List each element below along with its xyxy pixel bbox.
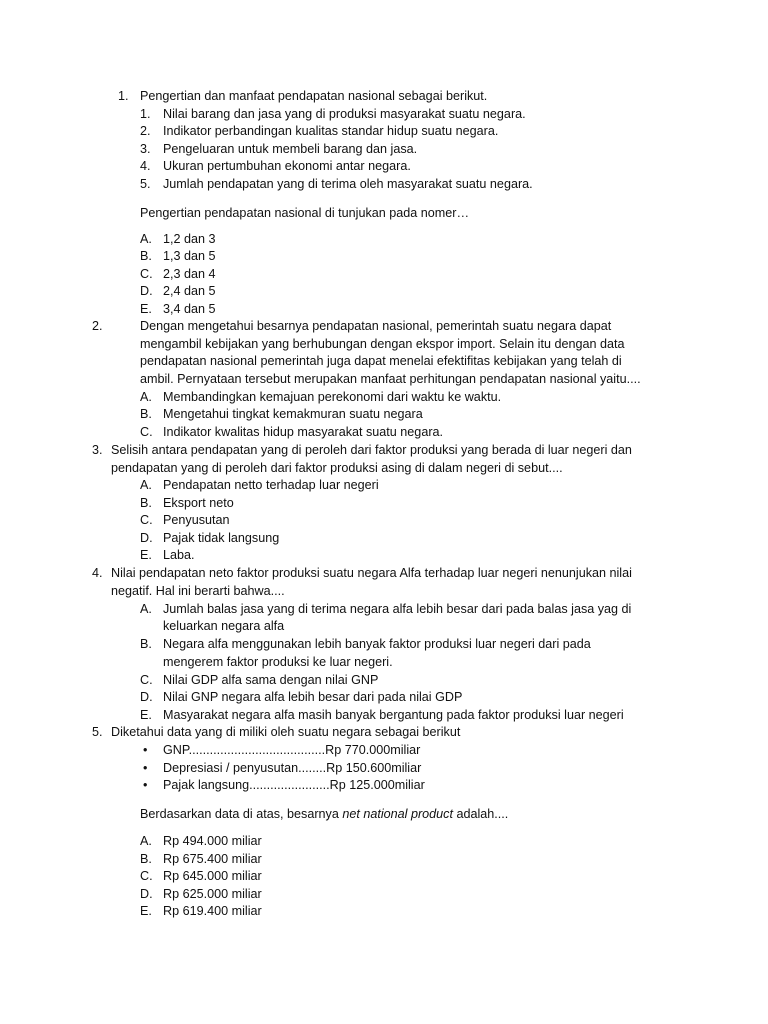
option-letter: B. <box>140 852 152 866</box>
option-text: 2,4 dan 5 <box>163 284 216 298</box>
option-text: Masyarakat negara alfa masih banyak bergantung pada faktor produksi luar negeri <box>163 708 624 722</box>
question-number: 3. <box>92 443 103 457</box>
option-text: Rp 619.400 miliar <box>163 904 262 918</box>
question-stem-line: pendapatan yang di peroleh dari faktor produksi asing di dalam negeri di sebut.... <box>111 461 563 475</box>
option-letter: E. <box>140 708 152 722</box>
option-letter: D. <box>140 531 153 545</box>
option-letter: C. <box>140 425 153 439</box>
option-text: Jumlah balas jasa yang di terima negara alfa lebih besar dari pada balas jasa yag di <box>163 602 632 616</box>
statement-number: 5. <box>140 177 151 191</box>
question-number: 4. <box>92 566 103 580</box>
question-stem-line: Nilai pendapatan neto faktor produksi suatu negara Alfa terhadap luar negeri nenunjukan nilai <box>111 566 632 580</box>
option-text: Membandingkan kemajuan perekonomi dari waktu ke waktu. <box>163 390 502 404</box>
option-letter: B. <box>140 249 152 263</box>
option-letter: B. <box>140 637 152 651</box>
option-text: Nilai GNP negara alfa lebih besar dari pada nilai GDP <box>163 690 463 704</box>
option-text: 3,4 dan 5 <box>163 302 216 316</box>
data-item: Depresiasi / penyusutan........Rp 150.600miliar <box>163 761 422 775</box>
option-letter: E. <box>140 302 152 316</box>
question-number: 2. <box>92 319 103 333</box>
option-letter: A. <box>140 478 152 492</box>
statement-text: Pengeluaran untuk membeli barang dan jasa. <box>163 142 418 156</box>
prompt-text: Berdasarkan data di atas, besarnya <box>140 807 343 821</box>
question-prompt: Pengertian pendapatan nasional di tunjukan pada nomer… <box>140 206 470 220</box>
option-letter: A. <box>140 390 152 404</box>
option-letter: B. <box>140 496 152 510</box>
option-letter: D. <box>140 284 153 298</box>
option-text: Mengetahui tingkat kemakmuran suatu negara <box>163 407 423 421</box>
option-letter: E. <box>140 904 152 918</box>
statement-text: Jumlah pendapatan yang di terima oleh masyarakat suatu negara. <box>163 177 533 191</box>
statement-number: 3. <box>140 142 151 156</box>
option-letter: A. <box>140 232 152 246</box>
question-stem-line: Dengan mengetahui besarnya pendapatan nasional, pemerintah suatu negara dapat <box>140 319 612 333</box>
option-text: Eksport neto <box>163 496 234 510</box>
bullet-icon: • <box>143 761 148 775</box>
option-text: 2,3 dan 4 <box>163 267 216 281</box>
option-text: Indikator kwalitas hidup masyarakat suatu negara. <box>163 425 444 439</box>
option-text: 1,3 dan 5 <box>163 249 216 263</box>
option-letter: C. <box>140 267 153 281</box>
option-text: Negara alfa menggunakan lebih banyak faktor produksi luar negeri dari pada <box>163 637 591 651</box>
question-prompt <box>140 806 508 824</box>
option-letter: E. <box>140 548 152 562</box>
option-letter: A. <box>140 834 152 848</box>
option-text: Rp 675.400 miliar <box>163 852 262 866</box>
question-stem-line: pendapatan nasional pemerintah juga dapat menelai efektifitas kebijakan yang telah di <box>140 354 622 368</box>
question-number: 1. <box>118 89 129 103</box>
option-text: Rp 645.000 miliar <box>163 869 262 883</box>
bullet-icon: • <box>143 778 148 792</box>
option-text: Rp 625.000 miliar <box>163 887 262 901</box>
statement-number: 4. <box>140 159 151 173</box>
prompt-text: adalah.... <box>452 807 509 821</box>
option-letter: C. <box>140 673 153 687</box>
question-stem: Diketahui data yang di miliki oleh suatu negara sebagai berikut <box>111 725 461 739</box>
option-text: Penyusutan <box>163 513 230 527</box>
option-text: Nilai GDP alfa sama dengan nilai GNP <box>163 673 379 687</box>
option-text: keluarkan negara alfa <box>163 619 285 633</box>
option-text: Pajak tidak langsung <box>163 531 280 545</box>
option-letter: D. <box>140 887 153 901</box>
option-letter: B. <box>140 407 152 421</box>
statement-number: 2. <box>140 124 151 138</box>
option-text: Rp 494.000 miliar <box>163 834 262 848</box>
question-stem: Pengertian dan manfaat pendapatan nasional sebagai berikut. <box>140 89 488 103</box>
option-letter: C. <box>140 869 153 883</box>
prompt-term: net national product <box>342 807 453 821</box>
option-letter: D. <box>140 690 153 704</box>
statement-number: 1. <box>140 107 151 121</box>
option-text: Pendapatan netto terhadap luar negeri <box>163 478 379 492</box>
question-stem-line: mengambil kebijakan yang berhubungan dengan ekspor import. Selain itu dengan data <box>140 337 625 351</box>
data-item: GNP.......................................Rp 770.000miliar <box>163 743 421 757</box>
option-text: mengerem faktor produksi ke luar negeri. <box>163 655 393 669</box>
option-text: 1,2 dan 3 <box>163 232 216 246</box>
question-stem-line: negatif. Hal ini berarti bahwa.... <box>111 584 285 598</box>
bullet-icon: • <box>143 743 148 757</box>
option-letter: A. <box>140 602 152 616</box>
option-text: Laba. <box>163 548 195 562</box>
question-number: 5. <box>92 725 103 739</box>
statement-text: Nilai barang dan jasa yang di produksi masyarakat suatu negara. <box>163 107 526 121</box>
option-letter: C. <box>140 513 153 527</box>
question-stem-line: ambil. Pernyataan tersebut merupakan manfaat perhitungan pendapatan nasional yaitu.... <box>140 372 641 386</box>
statement-text: Ukuran pertumbuhan ekonomi antar negara. <box>163 159 411 173</box>
statement-text: Indikator perbandingan kualitas standar hidup suatu negara. <box>163 124 499 138</box>
data-item: Pajak langsung.......................Rp 125.000miliar <box>163 778 425 792</box>
question-stem-line: Selisih antara pendapatan yang di peroleh dari faktor produksi yang berada di luar negeri dan <box>111 443 632 457</box>
